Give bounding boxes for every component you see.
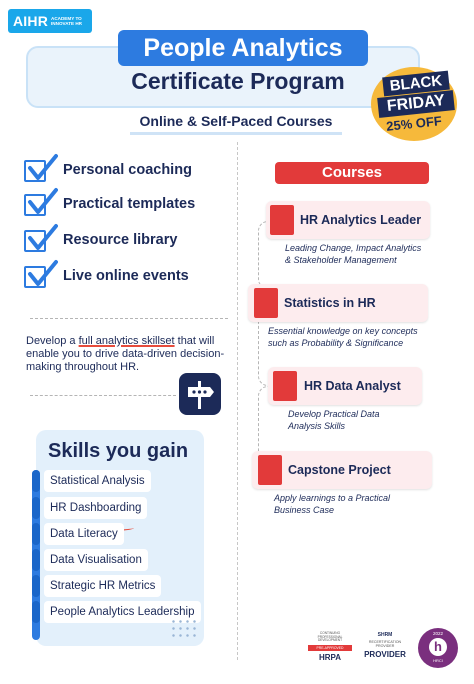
hrpa-preapproved: PRE-APPROVED bbox=[308, 645, 352, 651]
skill-marker bbox=[32, 549, 40, 571]
check-icon bbox=[26, 258, 58, 290]
skill-item: Data Literacy bbox=[44, 523, 124, 545]
signpost-icon bbox=[179, 373, 221, 415]
skill-marker bbox=[32, 601, 40, 623]
course-icon bbox=[258, 455, 282, 485]
course-desc-line-1: Develop Practical Data bbox=[288, 409, 380, 419]
skill-marker bbox=[32, 497, 40, 519]
feature-item bbox=[24, 190, 224, 220]
hrci-name: HRCI bbox=[433, 658, 443, 663]
feature-label: Practical templates bbox=[63, 196, 196, 212]
skill-marker bbox=[32, 523, 40, 545]
hrpa-text-2: PROFESSIONAL bbox=[317, 634, 343, 639]
course-desc-line-2: & Stakeholder Management bbox=[285, 254, 397, 265]
course-description bbox=[268, 326, 448, 349]
title-line-1: People Analytics bbox=[118, 30, 368, 66]
skill-marker bbox=[32, 470, 40, 492]
shrm-logo bbox=[360, 632, 410, 670]
feature-item bbox=[24, 156, 224, 186]
logo-tagline bbox=[51, 16, 82, 26]
decorative-dots bbox=[170, 618, 200, 640]
logo-tagline-1: ACADEMY TO bbox=[51, 16, 82, 21]
feature-label: Personal coaching bbox=[63, 162, 192, 178]
badge-black: BLACK bbox=[382, 71, 450, 97]
hrci-logo bbox=[418, 628, 458, 668]
feature-label: Live online events bbox=[63, 268, 189, 284]
skill-item: Data Visualisation bbox=[44, 549, 148, 571]
develop-after: that will enable you to drive data-driven decision-making throughout HR. bbox=[26, 335, 225, 373]
check-icon bbox=[26, 186, 58, 218]
skill-marker bbox=[32, 575, 40, 597]
course-description bbox=[288, 409, 448, 432]
badge-friday: FRIDAY bbox=[377, 90, 455, 118]
course-desc-line-1: Leading Change, Impact Analytics bbox=[285, 243, 422, 253]
develop-before: Develop a bbox=[26, 335, 79, 347]
courses-header: Courses bbox=[275, 162, 429, 184]
course-desc-line-2: Business Case bbox=[274, 504, 335, 515]
skill-item: Strategic HR Metrics bbox=[44, 575, 161, 597]
hrpa-text-3: DEVELOPMENT bbox=[317, 638, 343, 643]
course-name: HR Data Analyst bbox=[304, 379, 401, 393]
course-description bbox=[285, 243, 455, 266]
hrpa-text-1: CONTINUING bbox=[319, 631, 341, 635]
logo-name: AIHR bbox=[13, 13, 49, 29]
course-desc-line-1: Apply learnings to a Practical bbox=[274, 493, 391, 503]
course-icon bbox=[254, 288, 278, 318]
feature-item bbox=[24, 226, 224, 256]
develop-highlight: full analytics skillset bbox=[78, 335, 175, 347]
course-card[interactable] bbox=[248, 284, 428, 322]
skills-title: Skills you gain bbox=[48, 440, 189, 462]
logo-tagline-2: INNOVATE HR bbox=[51, 21, 82, 26]
check-icon bbox=[26, 152, 58, 184]
vertical-divider bbox=[237, 142, 238, 660]
subtitle: Online & Self-Paced Courses bbox=[130, 113, 342, 135]
title-line-2: Certificate Program bbox=[131, 68, 345, 94]
course-desc-line-2: such as Probability & Significance bbox=[268, 337, 404, 348]
aihr-logo[interactable] bbox=[8, 9, 92, 33]
hrpa-name: HRPA bbox=[318, 652, 342, 662]
course-name: HR Analytics Leader bbox=[300, 213, 422, 227]
feature-label: Resource library bbox=[63, 232, 178, 248]
develop-text bbox=[26, 335, 231, 374]
badge-discount: 25% OFF bbox=[385, 113, 443, 134]
course-icon bbox=[270, 205, 294, 235]
skill-item: HR Dashboarding bbox=[44, 497, 147, 519]
shrm-name: SHRM bbox=[377, 632, 393, 638]
course-card[interactable] bbox=[266, 201, 430, 239]
skill-item: People Analytics Leadership bbox=[44, 601, 201, 623]
course-icon bbox=[273, 371, 297, 401]
skill-item: Statistical Analysis bbox=[44, 470, 151, 492]
section-divider bbox=[30, 395, 176, 396]
shrm-text-2: PROVIDER bbox=[375, 644, 395, 648]
course-card[interactable] bbox=[268, 367, 422, 405]
hrpa-logo bbox=[308, 632, 352, 668]
course-card[interactable] bbox=[252, 451, 432, 489]
shrm-provider: PROVIDER bbox=[364, 650, 406, 659]
course-name: Capstone Project bbox=[288, 463, 391, 477]
shrm-text-1: RECERTIFICATION bbox=[368, 640, 402, 644]
course-desc-line-1: Essential knowledge on key concepts bbox=[268, 326, 418, 336]
course-desc-line-2: Analysis Skills bbox=[288, 420, 346, 431]
hrci-year: 2022 bbox=[432, 631, 443, 636]
section-divider bbox=[30, 318, 228, 319]
course-description bbox=[274, 493, 444, 516]
check-icon bbox=[26, 222, 58, 254]
course-name: Statistics in HR bbox=[284, 296, 376, 310]
hrci-letter: h bbox=[429, 638, 447, 656]
feature-item bbox=[24, 262, 224, 292]
